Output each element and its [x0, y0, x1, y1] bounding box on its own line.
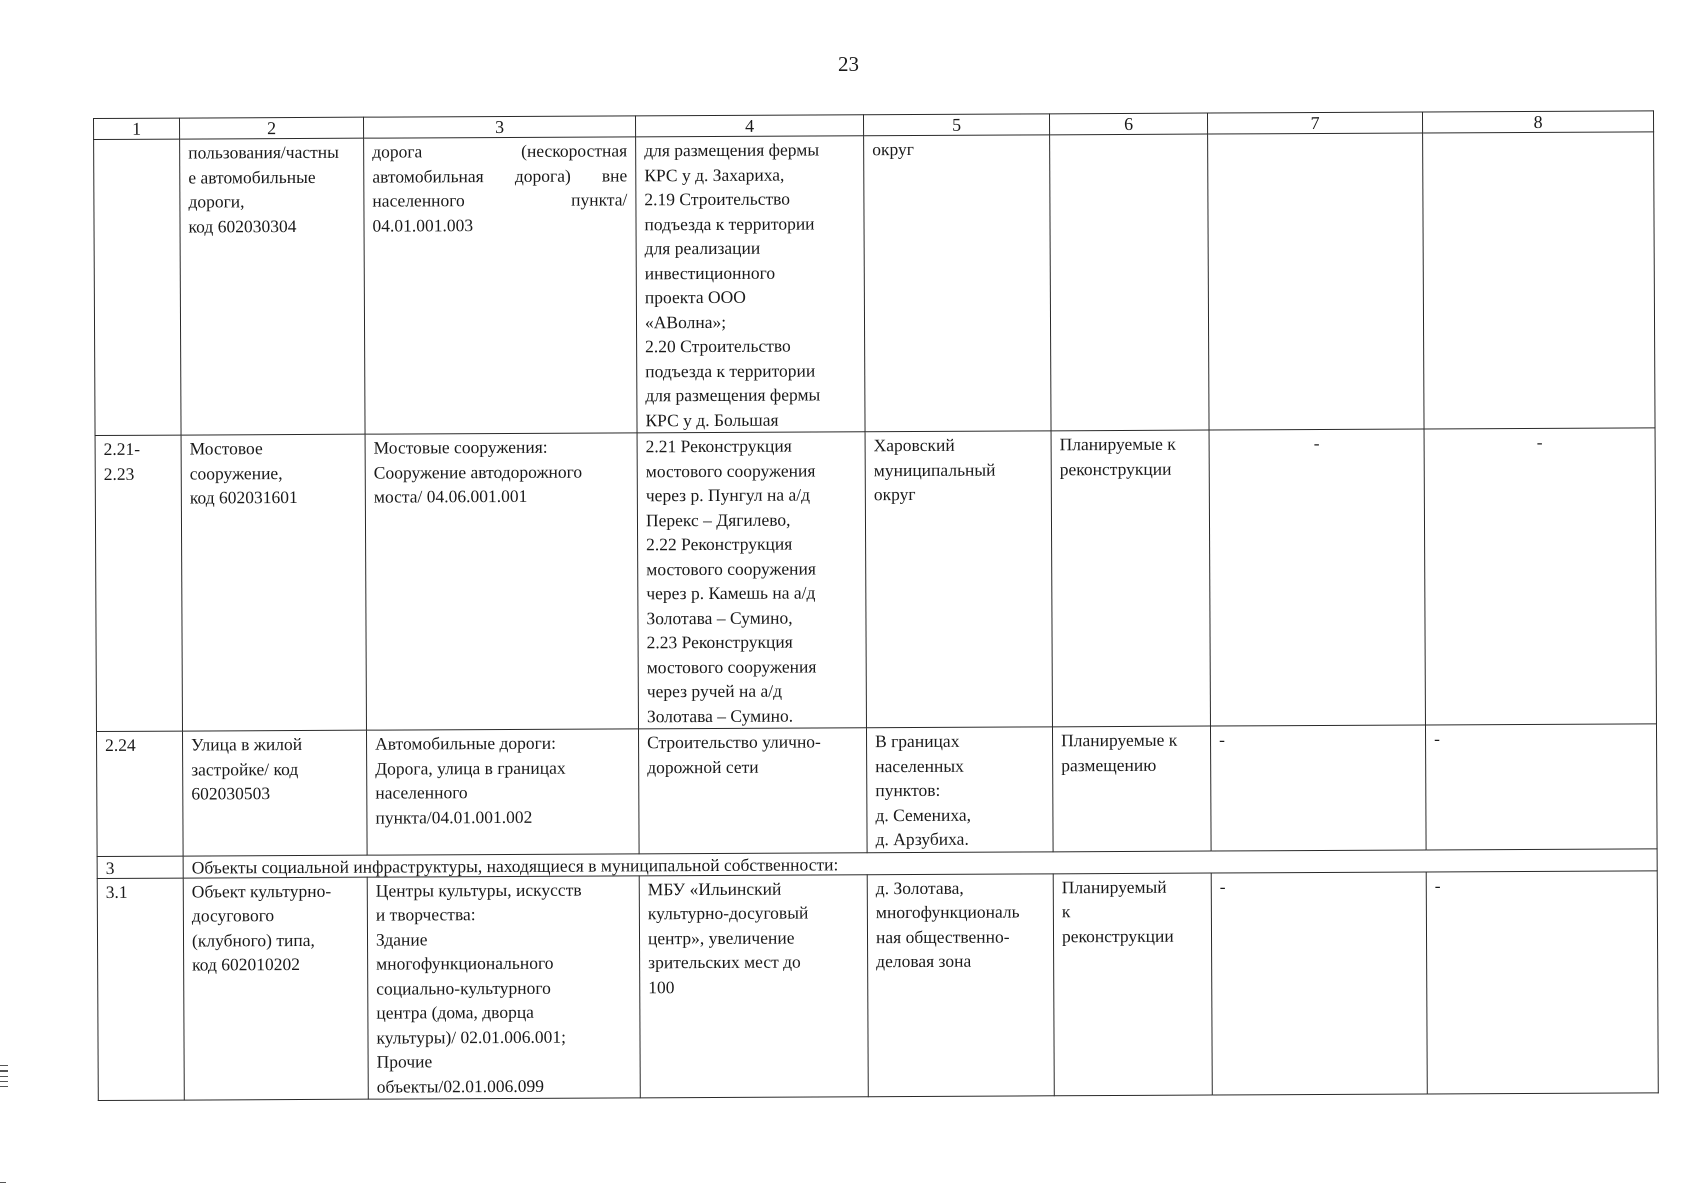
cell-location: д. Золотава, многофункциональ ная общественно- деловая зона	[867, 873, 1054, 1096]
cell-col7: -	[1210, 725, 1426, 851]
cell-number: 3	[97, 856, 183, 878]
cell-status: Планируемые к размещению	[1052, 726, 1211, 851]
cell-object-type: Улица в жилой застройке/ код 602030503	[182, 730, 367, 855]
column-number: 6	[1049, 113, 1207, 135]
cell-status	[1050, 134, 1209, 431]
cell-object-kind: дорога (нескоростная автомобильная дорога) вне населенного пункта/ 04.01.001.003	[364, 137, 637, 434]
cell-location: округ	[864, 135, 1051, 432]
column-number: 2	[180, 117, 364, 139]
cell-col7: -	[1209, 429, 1425, 726]
cell-status: Планируемый к реконструкции	[1053, 873, 1212, 1096]
cell-col7	[1208, 133, 1424, 430]
table-row-culture	[97, 870, 1658, 1100]
cell-object-type: Мостовое сооружение, код 602031601	[181, 434, 366, 731]
page-number: 23	[838, 52, 859, 76]
cell-object-type: пользования/частны е автомобильные дороги, код 602030304	[180, 138, 365, 435]
table-row-bridge	[95, 428, 1656, 732]
cell-col8: -	[1426, 870, 1658, 1094]
cell-col8: -	[1425, 724, 1657, 850]
cell-status: Планируемые к реконструкции	[1051, 430, 1210, 727]
cell-description: 2.21 Реконструкция мостового сооружения через р. Пунгул на а/д Перекс – Дягилево, 2.22 Реконструкция мостового сооружения через р. Камешь на а/д Золотава – Сумино, 2.23 Реконструкция мостового сооружения через ручей на а/д Золотава – Сумино.	[637, 432, 866, 729]
cell-location: Харовский муниципальный округ	[865, 431, 1052, 728]
column-number: 8	[1422, 111, 1653, 133]
cell-description: для размещения фермы КРС у д. Захариха, 2.19 Строительство подъезда к территории для реализации инвестиционного проекта ООО «АВолна»; 2.20 Строительство подъезда к территории для размещения фермы КРС у д. Большая	[636, 136, 865, 433]
cell-number: 2.24	[96, 731, 183, 856]
cell-number	[94, 139, 181, 435]
column-number: 3	[363, 116, 635, 138]
cell-col7: -	[1211, 871, 1427, 1095]
table-row-continuation	[94, 132, 1655, 436]
column-number: 7	[1207, 112, 1422, 134]
cell-description: МБУ «Ильинский культурно-досуговый центр», увеличение зрительских мест до 100	[639, 874, 868, 1098]
column-number: 1	[94, 118, 180, 139]
cell-col8: -	[1424, 428, 1656, 725]
cell-location: В границах населенных пунктов: д. Семениха, д. Арзубиха.	[866, 727, 1053, 852]
cell-object-kind: Мостовые сооружения: Сооружение автодорожного моста/ 04.06.001.001	[365, 433, 638, 730]
cell-object-kind: Автомобильные дороги: Дорога, улица в границах населенного пункта/04.01.001.002	[366, 729, 639, 855]
scan-margin-mark	[0, 1182, 6, 1183]
table-row-street	[96, 724, 1657, 856]
cell-number: 3.1	[97, 878, 184, 1101]
cell-object-kind: Центры культуры, искусств и творчества: Здание многофункционального социально-культурного центра (дома, дворца культуры)/ 02.01.006.001; Прочие объекты/02.01.006.099	[367, 875, 640, 1099]
cell-number: 2.21- 2.23	[95, 435, 182, 731]
planning-table	[93, 110, 1659, 1101]
section-title: Объекты социальной инфраструктуры, находящиеся в муниципальной собственности:	[183, 848, 1657, 877]
cell-object-type: Объект культурно- досугового (клубного) типа, код 602010202	[183, 877, 368, 1100]
cell-description: Строительство улично- дорожной сети	[638, 728, 867, 854]
scan-margin-marks	[0, 1065, 8, 1105]
cell-col8	[1423, 132, 1655, 429]
column-number: 4	[635, 115, 863, 137]
column-number: 5	[863, 114, 1049, 136]
